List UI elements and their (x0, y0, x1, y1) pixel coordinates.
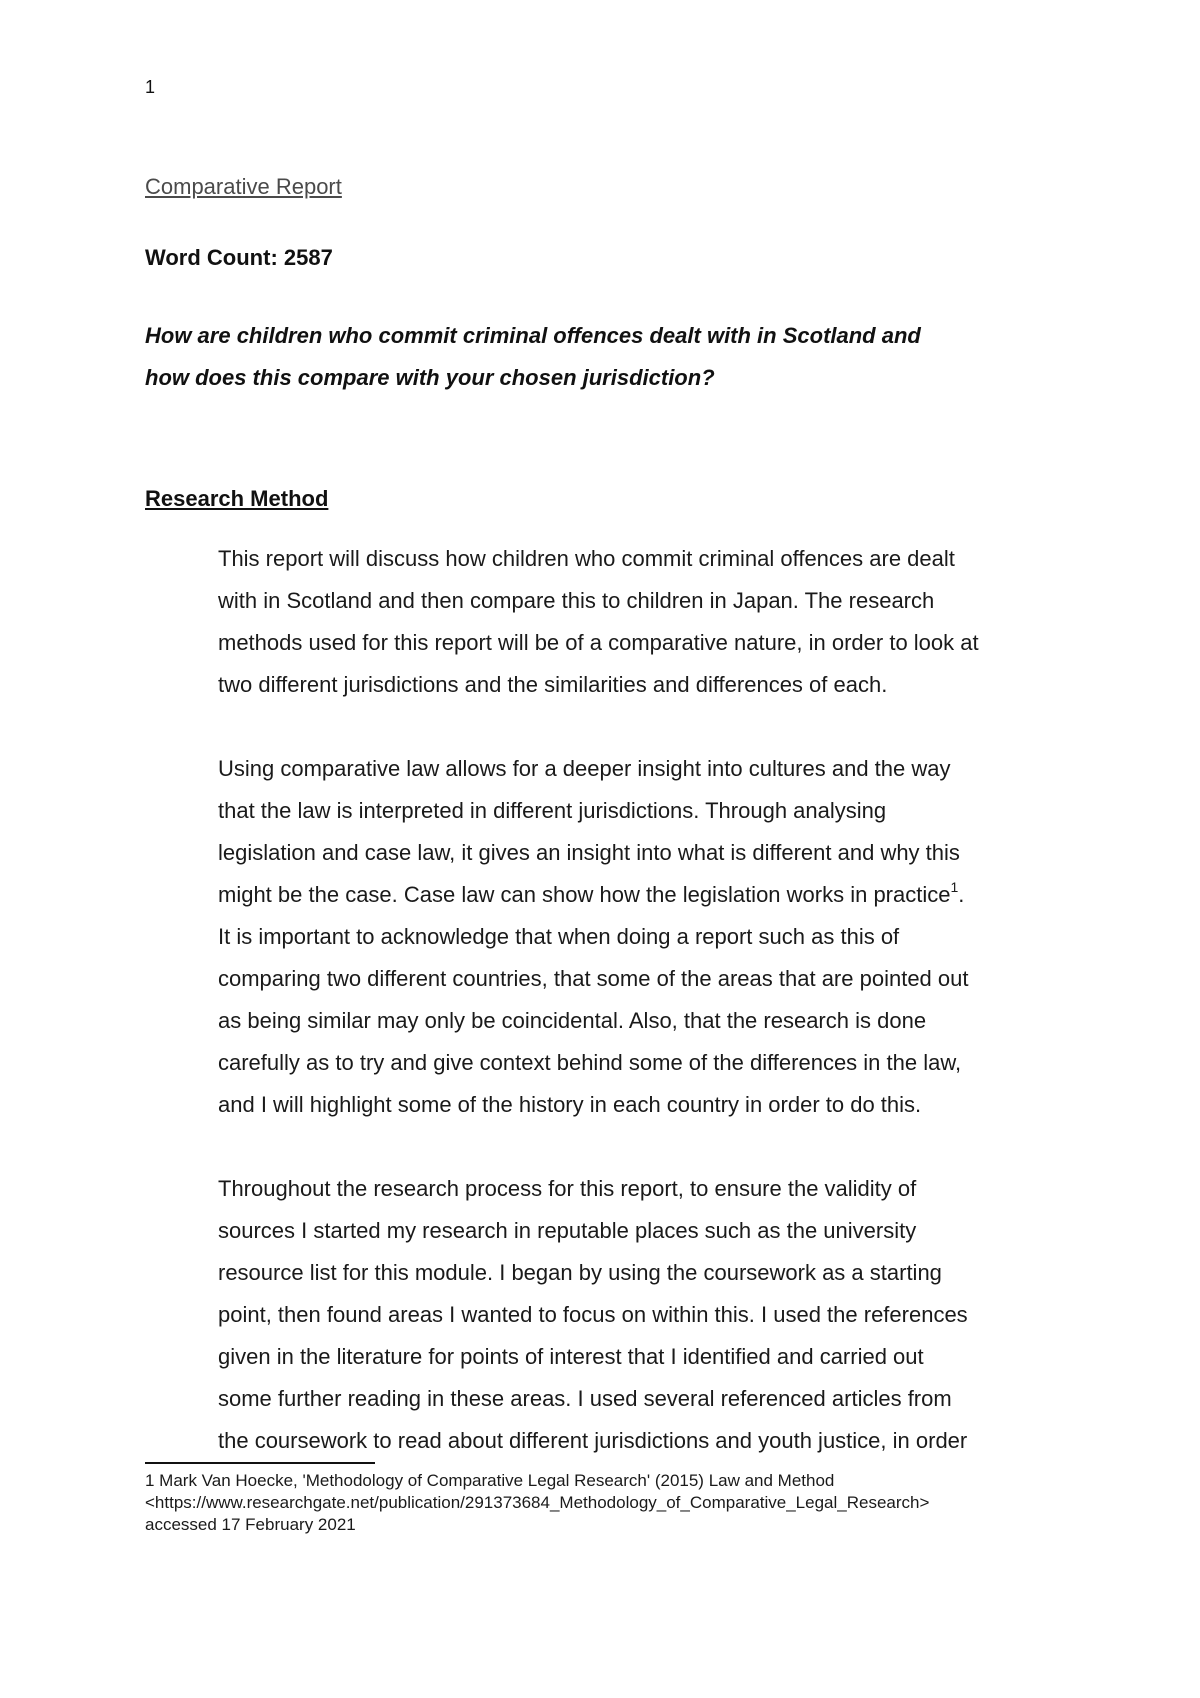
paragraph-line: some further reading in these areas. I used several referenced articles from (218, 1386, 952, 1411)
paragraph-line: that the law is interpreted in different jurisdictions. Through analysing (218, 798, 887, 823)
footnote (145, 1470, 1105, 1536)
paragraph-line: It is important to acknowledge that when doing a report such as this of (218, 924, 900, 949)
paragraph-line: comparing two different countries, that some of the areas that are pointed out (218, 966, 969, 991)
paragraph-line: legislation and case law, it gives an insight into what is different and why this (218, 840, 960, 865)
research-question (145, 315, 1045, 399)
question-line: how does this compare with your chosen jurisdiction? (145, 365, 715, 390)
paragraph-line: methods used for this report will be of a comparative nature, in order to look at (218, 630, 979, 655)
paragraph-line: resource list for this module. I began by using the coursework as a starting (218, 1260, 942, 1285)
paragraph-line: given in the literature for points of interest that I identified and carried out (218, 1344, 924, 1369)
paragraph-line-with-footnote (218, 874, 1078, 916)
word-count: Word Count: 2587 (145, 245, 333, 270)
question-line: How are children who commit criminal offences dealt with in Scotland and (145, 323, 921, 348)
footnote-line: accessed 17 February 2021 (145, 1515, 356, 1534)
footnote-reference[interactable]: 1 (950, 878, 959, 895)
paragraph-line-text: might be the case. Case law can show how the legislation works in practice (218, 882, 951, 907)
paragraph-line-end: . (958, 882, 965, 907)
paragraph-1 (218, 538, 1078, 706)
paragraph-3 (218, 1168, 1078, 1462)
paragraph-2 (218, 748, 1078, 1126)
paragraph-line: the coursework to read about different jurisdictions and youth justice, in order (218, 1428, 968, 1453)
paragraph-line: Throughout the research process for this report, to ensure the validity of (218, 1176, 917, 1201)
footnote-separator (145, 1462, 375, 1464)
paragraph-line: as being similar may only be coincidental. Also, that the research is done (218, 1008, 927, 1033)
footnote-link[interactable]: <https://www.researchgate.net/publication/291373684_Methodology_of_Comparative_Legal_Research> (145, 1493, 930, 1512)
paragraph-line: two different jurisdictions and the similarities and differences of each. (218, 672, 888, 697)
paragraph-line: and I will highlight some of the history in each country in order to do this. (218, 1092, 922, 1117)
page-number: 1 (145, 77, 156, 97)
paragraph-line: point, then found areas I wanted to focus on within this. I used the references (218, 1302, 968, 1327)
paragraph-line: Using comparative law allows for a deeper insight into cultures and the way (218, 756, 951, 781)
report-title: Comparative Report (145, 174, 342, 199)
paragraph-line: carefully as to try and give context behind some of the differences in the law, (218, 1050, 962, 1075)
footnote-line: 1 Mark Van Hoecke, 'Methodology of Comparative Legal Research' (2015) Law and Method (145, 1471, 835, 1490)
paragraph-line: sources I started my research in reputable places such as the university (218, 1218, 917, 1243)
paragraph-line: This report will discuss how children who commit criminal offences are dealt (218, 546, 955, 571)
section-heading-research-method: Research Method (145, 486, 329, 511)
paragraph-line: with in Scotland and then compare this to children in Japan. The research (218, 588, 935, 613)
